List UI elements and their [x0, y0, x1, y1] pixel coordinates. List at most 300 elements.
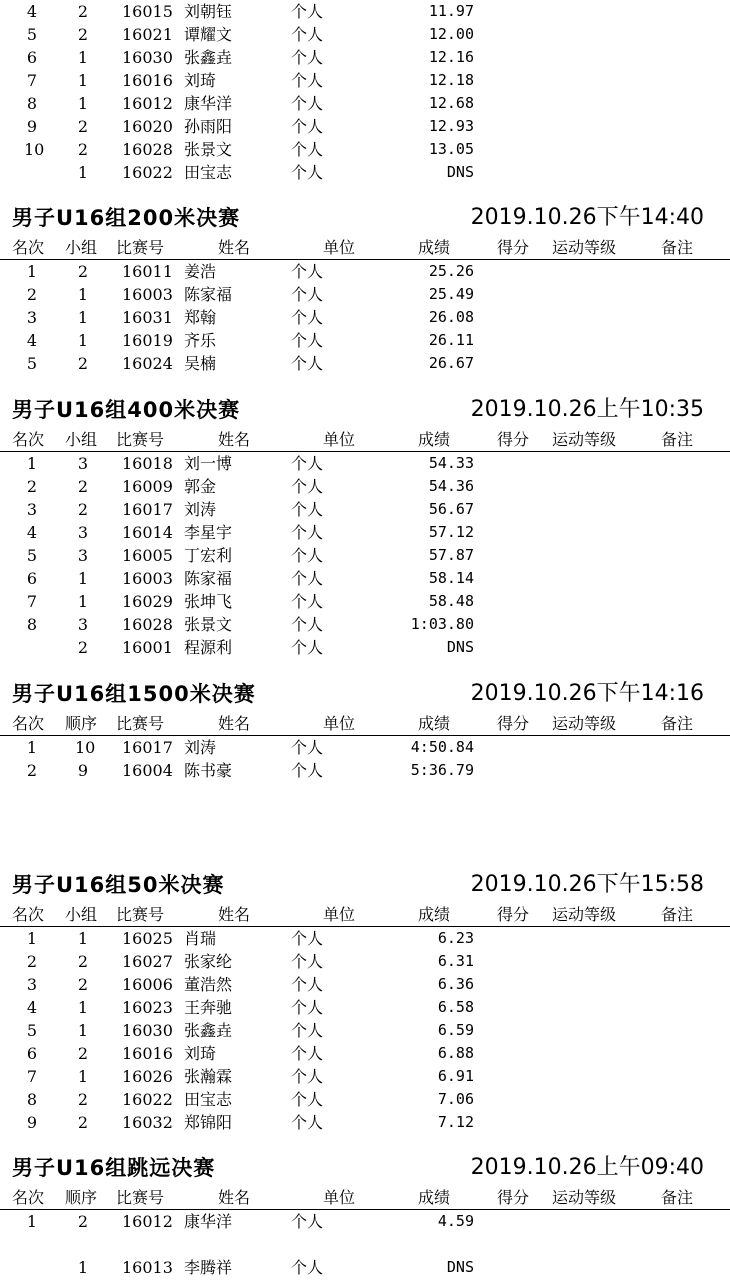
header-rank: 名次 [12, 714, 45, 733]
group-cell: 2 [77, 354, 89, 373]
result-cell: 13.05 [428, 140, 474, 158]
bib-cell: 16022 [122, 1090, 173, 1109]
unit-cell: 个人 [291, 140, 324, 159]
header-bib: 比赛号 [116, 238, 165, 257]
unit-cell: 个人 [291, 2, 324, 21]
result-cell: DNS [446, 163, 474, 181]
bib-cell: 16013 [122, 1258, 173, 1277]
athlete-name-cell: 郭金 [184, 477, 217, 496]
bib-cell: 16003 [122, 569, 173, 588]
group-cell: 3 [77, 615, 89, 634]
header-rank: 名次 [12, 905, 45, 924]
rank-cell: 1 [26, 929, 38, 948]
unit-cell: 个人 [291, 71, 324, 90]
unit-cell: 个人 [291, 929, 324, 948]
table-row [0, 452, 730, 475]
rank-cell: 5 [26, 354, 38, 373]
header-rank: 名次 [12, 238, 45, 257]
group-cell: 1 [77, 48, 89, 67]
group-cell: 3 [77, 523, 89, 542]
group-cell: 1 [77, 71, 89, 90]
group-cell: 2 [77, 500, 89, 519]
athlete-name-cell: 田宝志 [184, 1090, 233, 1109]
table-row [0, 92, 730, 115]
rank-cell: 5 [26, 1021, 38, 1040]
rank-cell: 2 [26, 285, 38, 304]
result-cell: 12.18 [428, 71, 474, 89]
event-title: 男子U16组200米决赛 [12, 206, 241, 230]
athlete-name-cell: 程源利 [184, 638, 233, 657]
header-score: 得分 [497, 1188, 530, 1207]
table-row [0, 1210, 730, 1233]
table-row [0, 138, 730, 161]
unit-cell: 个人 [291, 546, 324, 565]
table-row [0, 329, 730, 352]
event-title: 男子U16组400米决赛 [12, 398, 241, 422]
table-row [0, 352, 730, 375]
group-cell: 2 [77, 975, 89, 994]
unit-cell: 个人 [291, 1021, 324, 1040]
athlete-name-cell: 李星宇 [184, 523, 233, 542]
bib-cell: 16030 [122, 1021, 173, 1040]
event-time: 2019.10.26上午10:35 [470, 397, 704, 422]
athlete-name-cell: 康华洋 [184, 94, 233, 113]
group-cell: 1 [77, 592, 89, 611]
order-cell: 9 [77, 761, 89, 780]
athlete-name-cell: 郑锦阳 [184, 1113, 233, 1132]
unit-cell: 个人 [291, 761, 324, 780]
bib-cell: 16023 [122, 998, 173, 1017]
header-level: 运动等级 [552, 430, 617, 449]
group-cell: 2 [77, 25, 89, 44]
header-name: 姓名 [218, 714, 251, 733]
rank-cell: 8 [26, 615, 38, 634]
header-unit: 单位 [323, 238, 356, 257]
athlete-name-cell: 张家纶 [184, 952, 233, 971]
unit-cell: 个人 [291, 48, 324, 67]
table-row [0, 23, 730, 46]
result-cell: 6.58 [437, 998, 474, 1016]
table-row [0, 475, 730, 498]
result-cell: 4.59 [437, 1212, 474, 1230]
table-row [0, 498, 730, 521]
bib-cell: 16018 [122, 454, 173, 473]
rank-cell: 3 [26, 308, 38, 327]
table-row [0, 927, 730, 950]
result-cell: 54.33 [428, 454, 474, 472]
bib-cell: 16025 [122, 929, 173, 948]
header-note: 备注 [661, 238, 694, 257]
group-cell: 3 [77, 454, 89, 473]
table-row [0, 1111, 730, 1134]
header-score: 得分 [497, 905, 530, 924]
group-cell: 1 [77, 308, 89, 327]
header-bib: 比赛号 [116, 430, 165, 449]
unit-cell: 个人 [291, 1090, 324, 1109]
result-cell: 57.87 [428, 546, 474, 564]
rank-cell: 5 [26, 25, 38, 44]
bib-cell: 16027 [122, 952, 173, 971]
header-result: 成绩 [418, 238, 451, 257]
rank-cell: 4 [26, 998, 38, 1017]
bib-cell: 16016 [122, 1044, 173, 1063]
rank-cell: 7 [26, 592, 38, 611]
unit-cell: 个人 [291, 569, 324, 588]
athlete-name-cell: 王奔驰 [184, 998, 233, 1017]
table-header [0, 712, 730, 736]
unit-cell: 个人 [291, 975, 324, 994]
header-result: 成绩 [418, 905, 451, 924]
group-cell: 3 [77, 546, 89, 565]
header-result: 成绩 [418, 430, 451, 449]
header-group: 小组 [65, 905, 98, 924]
group-cell: 1 [77, 94, 89, 113]
event-title-bar [0, 204, 730, 232]
unit-cell: 个人 [291, 94, 324, 113]
header-unit: 单位 [323, 430, 356, 449]
unit-cell: 个人 [291, 1212, 324, 1231]
table-row [0, 1042, 730, 1065]
athlete-name-cell: 刘一博 [184, 454, 233, 473]
athlete-name-cell: 田宝志 [184, 163, 233, 182]
rank-cell: 1 [26, 262, 38, 281]
table-row [0, 521, 730, 544]
header-unit: 单位 [323, 1188, 356, 1207]
table-row [0, 973, 730, 996]
result-cell: 25.49 [428, 285, 474, 303]
unit-cell: 个人 [291, 998, 324, 1017]
table-row [0, 613, 730, 636]
bib-cell: 16017 [122, 500, 173, 519]
header-result: 成绩 [418, 714, 451, 733]
table-row [0, 736, 730, 759]
result-cell: 12.68 [428, 94, 474, 112]
header-note: 备注 [661, 905, 694, 924]
athlete-name-cell: 陈家福 [184, 569, 233, 588]
bib-cell: 16004 [122, 761, 173, 780]
unit-cell: 个人 [291, 738, 324, 757]
unit-cell: 个人 [291, 592, 324, 611]
athlete-name-cell: 李腾祥 [184, 1258, 233, 1277]
header-rank: 名次 [12, 1188, 45, 1207]
table-row [0, 283, 730, 306]
unit-cell: 个人 [291, 477, 324, 496]
rank-cell: 6 [26, 1044, 38, 1063]
rank-cell: 1 [26, 1212, 38, 1231]
rank-cell: 2 [26, 477, 38, 496]
bib-cell: 16026 [122, 1067, 173, 1086]
header-level: 运动等级 [552, 905, 617, 924]
bib-cell: 16024 [122, 354, 173, 373]
group-cell: 2 [77, 1044, 89, 1063]
bib-cell: 16019 [122, 331, 173, 350]
header-note: 备注 [661, 430, 694, 449]
result-cell: 7.12 [437, 1113, 474, 1131]
bib-cell: 16017 [122, 738, 173, 757]
bib-cell: 16021 [122, 25, 173, 44]
athlete-name-cell: 郑翰 [184, 308, 217, 327]
table-header [0, 903, 730, 927]
event-title: 男子U16组跳远决赛 [12, 1156, 216, 1180]
result-cell: 58.14 [428, 569, 474, 587]
group-cell: 1 [77, 569, 89, 588]
event-title: 男子U16组50米决赛 [12, 873, 225, 897]
bib-cell: 16031 [122, 308, 173, 327]
rank-cell: 2 [26, 761, 38, 780]
event-time: 2019.10.26下午14:16 [470, 681, 704, 706]
header-score: 得分 [497, 238, 530, 257]
bib-cell: 16028 [122, 140, 173, 159]
unit-cell: 个人 [291, 500, 324, 519]
rank-cell: 6 [26, 48, 38, 67]
header-name: 姓名 [218, 1188, 251, 1207]
bib-cell: 16028 [122, 615, 173, 634]
rank-cell: 8 [26, 1090, 38, 1109]
table-row [0, 1065, 730, 1088]
bib-cell: 16032 [122, 1113, 173, 1132]
bib-cell: 16022 [122, 163, 173, 182]
group-cell: 1 [77, 1021, 89, 1040]
result-cell: 6.91 [437, 1067, 474, 1085]
unit-cell: 个人 [291, 331, 324, 350]
header-name: 姓名 [218, 238, 251, 257]
athlete-name-cell: 董浩然 [184, 975, 233, 994]
group-cell: 2 [77, 952, 89, 971]
result-cell: DNS [446, 638, 474, 656]
group-cell: 2 [77, 638, 89, 657]
group-cell: 2 [77, 2, 89, 21]
bib-cell: 16012 [122, 94, 173, 113]
event-title-bar [0, 1154, 730, 1182]
unit-cell: 个人 [291, 952, 324, 971]
event-title: 男子U16组1500米决赛 [12, 682, 256, 706]
unit-cell: 个人 [291, 454, 324, 473]
athlete-name-cell: 谭耀文 [184, 25, 233, 44]
header-bib: 比赛号 [116, 714, 165, 733]
rank-cell: 2 [26, 952, 38, 971]
bib-cell: 16029 [122, 592, 173, 611]
bib-cell: 16016 [122, 71, 173, 90]
result-cell: 26.08 [428, 308, 474, 326]
athlete-name-cell: 吴楠 [184, 354, 217, 373]
header-score: 得分 [497, 430, 530, 449]
header-name: 姓名 [218, 905, 251, 924]
rank-cell: 7 [26, 71, 38, 90]
athlete-name-cell: 张景文 [184, 615, 233, 634]
header-level: 运动等级 [552, 714, 617, 733]
bib-cell: 16030 [122, 48, 173, 67]
group-cell: 1 [77, 331, 89, 350]
result-cell: 6.59 [437, 1021, 474, 1039]
rank-cell: 10 [24, 140, 45, 159]
event-title-bar [0, 871, 730, 899]
result-cell: 4:50.84 [410, 738, 474, 756]
athlete-name-cell: 刘朝钰 [184, 2, 233, 21]
group-cell: 1 [77, 163, 89, 182]
order-cell: 1 [77, 1258, 89, 1277]
athlete-name-cell: 刘涛 [184, 738, 217, 757]
event-title-bar [0, 396, 730, 424]
event-time: 2019.10.26下午14:40 [470, 205, 704, 230]
athlete-name-cell: 刘琦 [184, 1044, 217, 1063]
header-result: 成绩 [418, 1188, 451, 1207]
rank-cell: 9 [26, 1113, 38, 1132]
result-cell: 25.26 [428, 262, 474, 280]
result-cell: 6.23 [437, 929, 474, 947]
result-cell: 12.16 [428, 48, 474, 66]
header-bib: 比赛号 [116, 905, 165, 924]
bib-cell: 16020 [122, 117, 173, 136]
athlete-name-cell: 张鑫垚 [184, 1021, 233, 1040]
unit-cell: 个人 [291, 308, 324, 327]
rank-cell: 4 [26, 523, 38, 542]
table-row [0, 590, 730, 613]
table-row [0, 567, 730, 590]
result-cell: 12.00 [428, 25, 474, 43]
event-title-bar [0, 680, 730, 708]
athlete-name-cell: 张鑫垚 [184, 48, 233, 67]
unit-cell: 个人 [291, 354, 324, 373]
header-unit: 单位 [323, 905, 356, 924]
table-row [0, 636, 730, 659]
header-note: 备注 [661, 714, 694, 733]
athlete-name-cell: 齐乐 [184, 331, 217, 350]
athlete-name-cell: 张景文 [184, 140, 233, 159]
order-cell: 2 [77, 1212, 89, 1231]
group-cell: 2 [77, 1113, 89, 1132]
result-cell: 5:36.79 [410, 761, 474, 779]
header-rank: 名次 [12, 430, 45, 449]
result-cell: 12.93 [428, 117, 474, 135]
unit-cell: 个人 [291, 1067, 324, 1086]
table-row [0, 759, 730, 782]
bib-cell: 16005 [122, 546, 173, 565]
result-cell: 1:03.80 [410, 615, 474, 633]
table-row [0, 544, 730, 567]
unit-cell: 个人 [291, 262, 324, 281]
header-group: 小组 [65, 430, 98, 449]
group-cell: 1 [77, 929, 89, 948]
header-name: 姓名 [218, 430, 251, 449]
header-unit: 单位 [323, 714, 356, 733]
unit-cell: 个人 [291, 1258, 324, 1277]
athlete-name-cell: 刘涛 [184, 500, 217, 519]
header-group: 小组 [65, 238, 98, 257]
table-row [0, 115, 730, 138]
header-bib: 比赛号 [116, 1188, 165, 1207]
rank-cell: 3 [26, 975, 38, 994]
unit-cell: 个人 [291, 25, 324, 44]
bib-cell: 16003 [122, 285, 173, 304]
header-score: 得分 [497, 714, 530, 733]
bib-cell: 16006 [122, 975, 173, 994]
header-note: 备注 [661, 1188, 694, 1207]
table-row [0, 950, 730, 973]
result-cell: 26.67 [428, 354, 474, 372]
event-time: 2019.10.26下午15:58 [470, 872, 704, 897]
athlete-name-cell: 刘琦 [184, 71, 217, 90]
rank-cell: 4 [26, 331, 38, 350]
group-cell: 1 [77, 1067, 89, 1086]
table-row [0, 69, 730, 92]
athlete-name-cell: 陈家福 [184, 285, 233, 304]
table-row [0, 996, 730, 1019]
group-cell: 2 [77, 117, 89, 136]
header-level: 运动等级 [552, 238, 617, 257]
table-row [0, 306, 730, 329]
unit-cell: 个人 [291, 163, 324, 182]
group-cell: 1 [77, 998, 89, 1017]
table-row [0, 1019, 730, 1042]
result-cell: 26.11 [428, 331, 474, 349]
rank-cell: 1 [26, 738, 38, 757]
bib-cell: 16014 [122, 523, 173, 542]
group-cell: 2 [77, 140, 89, 159]
athlete-name-cell: 张坤飞 [184, 592, 233, 611]
result-cell: 6.31 [437, 952, 474, 970]
result-cell: 6.36 [437, 975, 474, 993]
result-cell: 11.97 [428, 2, 474, 20]
result-cell: DNS [446, 1258, 474, 1276]
unit-cell: 个人 [291, 1044, 324, 1063]
bib-cell: 16009 [122, 477, 173, 496]
rank-cell: 9 [26, 117, 38, 136]
unit-cell: 个人 [291, 117, 324, 136]
table-header [0, 428, 730, 452]
result-cell: 56.67 [428, 500, 474, 518]
table-row [0, 1088, 730, 1111]
rank-cell: 1 [26, 454, 38, 473]
rank-cell: 8 [26, 94, 38, 113]
table-row [0, 161, 730, 184]
athlete-name-cell: 康华洋 [184, 1212, 233, 1231]
table-header [0, 236, 730, 260]
table-row [0, 1256, 730, 1279]
table-row [0, 260, 730, 283]
athlete-name-cell: 孙雨阳 [184, 117, 233, 136]
unit-cell: 个人 [291, 638, 324, 657]
athlete-name-cell: 丁宏利 [184, 546, 233, 565]
table-row [0, 46, 730, 69]
result-cell: 57.12 [428, 523, 474, 541]
unit-cell: 个人 [291, 615, 324, 634]
result-cell: 7.06 [437, 1090, 474, 1108]
result-cell: 54.36 [428, 477, 474, 495]
unit-cell: 个人 [291, 523, 324, 542]
rank-cell: 5 [26, 546, 38, 565]
group-cell: 2 [77, 477, 89, 496]
result-cell: 6.88 [437, 1044, 474, 1062]
athlete-name-cell: 陈书豪 [184, 761, 233, 780]
athlete-name-cell: 张瀚霖 [184, 1067, 233, 1086]
athlete-name-cell: 肖瑞 [184, 929, 217, 948]
group-cell: 2 [77, 262, 89, 281]
bib-cell: 16015 [122, 2, 173, 21]
rank-cell: 4 [26, 2, 38, 21]
rank-cell: 3 [26, 500, 38, 519]
unit-cell: 个人 [291, 285, 324, 304]
athlete-name-cell: 姜浩 [184, 262, 217, 281]
group-cell: 2 [77, 1090, 89, 1109]
rank-cell: 6 [26, 569, 38, 588]
header-order: 顺序 [65, 1188, 98, 1207]
bib-cell: 16001 [122, 638, 173, 657]
group-cell: 1 [77, 285, 89, 304]
event-time: 2019.10.26上午09:40 [470, 1155, 704, 1180]
order-cell: 10 [75, 738, 96, 757]
header-level: 运动等级 [552, 1188, 617, 1207]
bib-cell: 16012 [122, 1212, 173, 1231]
